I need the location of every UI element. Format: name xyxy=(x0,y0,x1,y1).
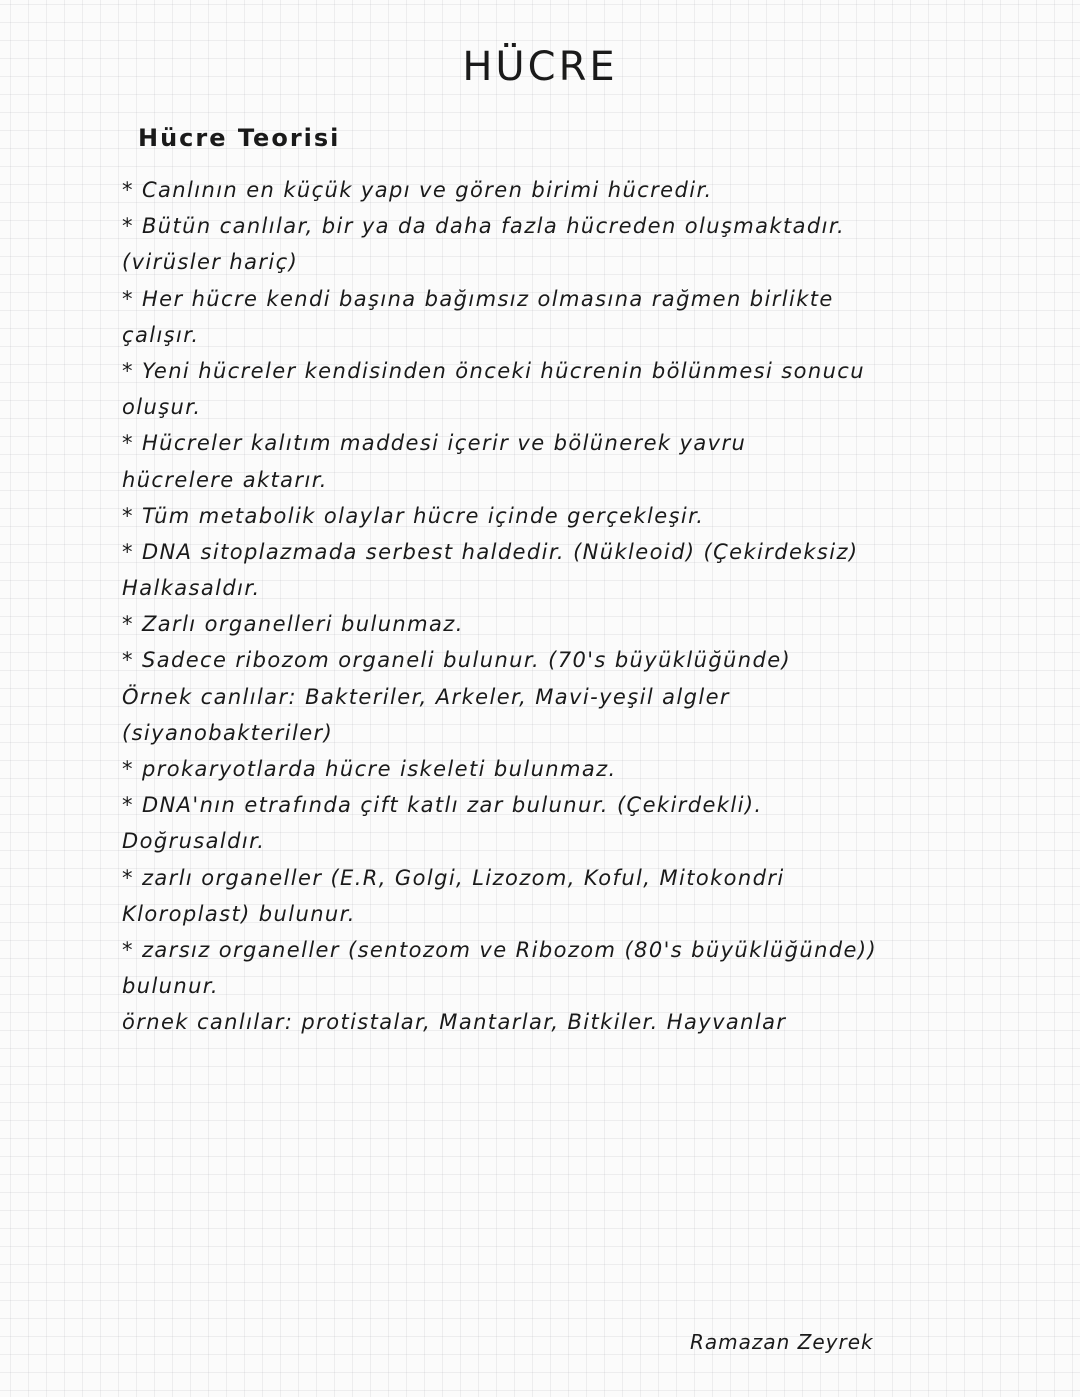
note-line: * prokaryotlarda hücre iskeleti bulunmaz. xyxy=(122,757,617,781)
note-line: * Yeni hücreler kendisinden önceki hücrenin bölünmesi sonucu xyxy=(122,358,865,383)
note-line: çalışır. xyxy=(122,322,200,347)
page-title: HÜCRE xyxy=(462,44,618,90)
note-line: Doğrusaldır. xyxy=(122,829,266,854)
note-line: Halkasaldır. xyxy=(122,576,261,601)
note-line: * Hücreler kalıtım maddesi içerir ve bölünerek yavru xyxy=(122,431,747,456)
notes-list xyxy=(122,172,962,1041)
note-line: Örnek canlılar: Bakteriler, Arkeler, Mavi-yeşil algler xyxy=(122,684,730,709)
note-line: oluşur. xyxy=(122,395,202,420)
note-line: * Tüm metabolik olaylar hücre içinde gerçekleşir. xyxy=(122,503,705,528)
note-line: * Zarlı organelleri bulunmaz. xyxy=(122,612,464,637)
note-line: (siyanobakteriler) xyxy=(122,720,334,745)
note-line: * zarsız organeller (sentozom ve Ribozom (80's büyüklüğünde)) xyxy=(122,937,878,962)
note-line: * Canlının en küçük yapı ve gören birimi hücredir. xyxy=(122,178,713,202)
note-line: * Her hücre kendi başına bağımsız olmasına rağmen birlikte xyxy=(122,286,834,311)
note-line: bulunur. xyxy=(122,974,219,999)
note-line: * DNA sitoplazmada serbest haldedir. (Nükleoid) (Çekirdeksiz) xyxy=(122,539,859,564)
note-line: hücrelere aktarır. xyxy=(122,467,328,492)
author-signature: Ramazan Zeyrek xyxy=(690,1330,874,1354)
note-line: (virüsler hariç) xyxy=(122,250,299,275)
note-line: Kloroplast) bulunur. xyxy=(122,901,356,926)
section-heading: Hücre Teorisi xyxy=(138,124,341,152)
note-line: * zarlı organeller (E.R, Golgi, Lizozom, Koful, Mitokondri xyxy=(122,865,785,890)
note-line: örnek canlılar: protistalar, Mantarlar, Bitkiler. Hayvanlar xyxy=(122,1010,787,1035)
note-line: * Bütün canlılar, bir ya da daha fazla hücreden oluşmaktadır. xyxy=(122,214,846,239)
note-line: * DNA'nın etrafında çift katlı zar bulunur. (Çekirdekli). xyxy=(122,793,763,818)
note-line: * Sadece ribozom organeli bulunur. (70's büyüklüğünde) xyxy=(122,648,792,673)
